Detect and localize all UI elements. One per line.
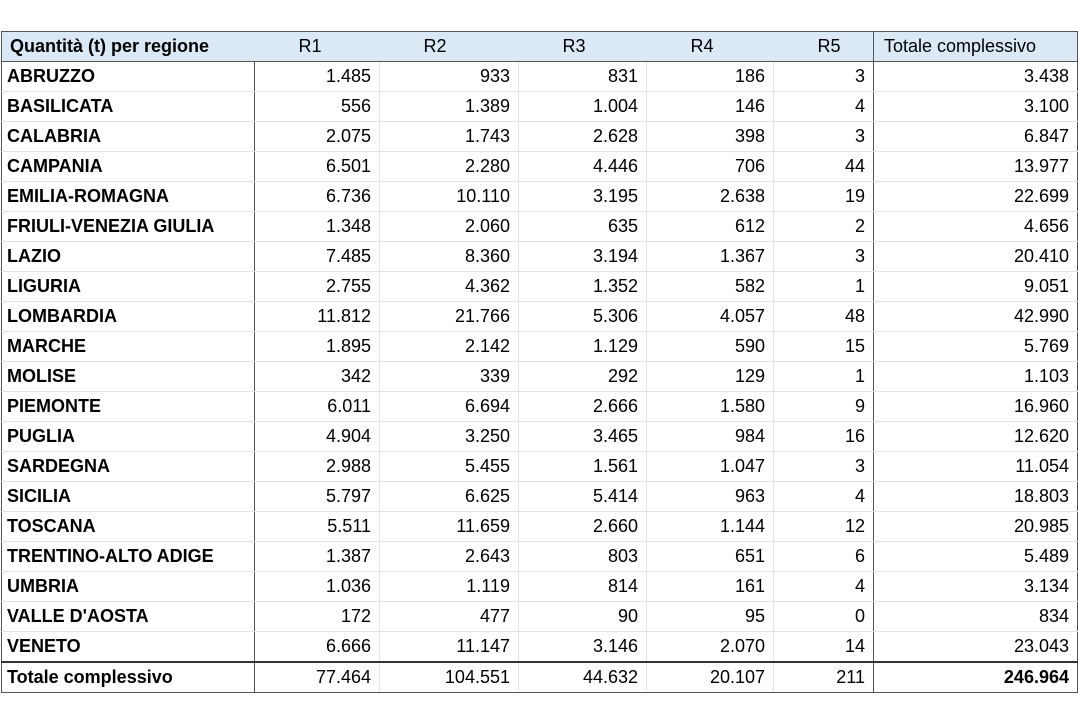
- cell-region: TRENTINO-ALTO ADIGE: [2, 542, 255, 572]
- cell-r1: 1.036: [255, 572, 380, 602]
- cell-region: CAMPANIA: [2, 152, 255, 182]
- cell-r4: 161: [647, 572, 774, 602]
- cell-region: PIEMONTE: [2, 392, 255, 422]
- table-row: [2, 242, 1078, 272]
- cell-r1: 1.348: [255, 212, 380, 242]
- cell-r4: 2.070: [647, 632, 774, 663]
- header-total: Totale complessivo: [874, 32, 1078, 62]
- cell-r3: 1.352: [519, 272, 647, 302]
- region-quantity-table: [1, 31, 1078, 693]
- cell-region: VENETO: [2, 632, 255, 663]
- cell-r1: 6.666: [255, 632, 380, 663]
- table-row: [2, 152, 1078, 182]
- table-row: [2, 632, 1078, 663]
- cell-r3: 3.195: [519, 182, 647, 212]
- cell-total: 18.803: [874, 482, 1078, 512]
- cell-r4: 651: [647, 542, 774, 572]
- cell-r1: 1.895: [255, 332, 380, 362]
- table-row: [2, 212, 1078, 242]
- cell-r2: 8.360: [380, 242, 519, 272]
- cell-region: MOLISE: [2, 362, 255, 392]
- cell-region: MARCHE: [2, 332, 255, 362]
- cell-r2: 5.455: [380, 452, 519, 482]
- header-r5: R5: [774, 32, 874, 62]
- cell-r4: 582: [647, 272, 774, 302]
- table-row: [2, 92, 1078, 122]
- cell-region: SARDEGNA: [2, 452, 255, 482]
- table-row: [2, 512, 1078, 542]
- cell-r1: 556: [255, 92, 380, 122]
- cell-r1: 7.485: [255, 242, 380, 272]
- cell-region: BASILICATA: [2, 92, 255, 122]
- cell-r2: 477: [380, 602, 519, 632]
- cell-r5: 3: [774, 242, 874, 272]
- table-row: [2, 602, 1078, 632]
- header-r2: R2: [380, 32, 519, 62]
- cell-region: SICILIA: [2, 482, 255, 512]
- cell-region: FRIULI-VENEZIA GIULIA: [2, 212, 255, 242]
- header-r1: R1: [255, 32, 380, 62]
- cell-r5: 14: [774, 632, 874, 663]
- cell-total: 20.985: [874, 512, 1078, 542]
- total-r2: 104.551: [380, 662, 519, 693]
- cell-r4: 984: [647, 422, 774, 452]
- table-row: [2, 542, 1078, 572]
- cell-r1: 2.755: [255, 272, 380, 302]
- cell-total: 11.054: [874, 452, 1078, 482]
- cell-r2: 1.743: [380, 122, 519, 152]
- cell-r5: 0: [774, 602, 874, 632]
- cell-total: 834: [874, 602, 1078, 632]
- cell-r2: 10.110: [380, 182, 519, 212]
- cell-total: 3.134: [874, 572, 1078, 602]
- cell-r5: 48: [774, 302, 874, 332]
- cell-r4: 612: [647, 212, 774, 242]
- cell-r4: 398: [647, 122, 774, 152]
- table-row: [2, 332, 1078, 362]
- cell-r4: 1.144: [647, 512, 774, 542]
- cell-total: 12.620: [874, 422, 1078, 452]
- table-row: [2, 182, 1078, 212]
- table-row: [2, 422, 1078, 452]
- cell-region: ABRUZZO: [2, 62, 255, 92]
- header-row: [2, 32, 1078, 62]
- cell-r3: 803: [519, 542, 647, 572]
- cell-total: 20.410: [874, 242, 1078, 272]
- table-row: [2, 62, 1078, 92]
- cell-region: LIGURIA: [2, 272, 255, 302]
- cell-r2: 3.250: [380, 422, 519, 452]
- cell-r5: 1: [774, 362, 874, 392]
- table-row: [2, 302, 1078, 332]
- cell-r4: 963: [647, 482, 774, 512]
- cell-r1: 1.387: [255, 542, 380, 572]
- cell-r5: 6: [774, 542, 874, 572]
- cell-total: 5.769: [874, 332, 1078, 362]
- cell-r3: 1.561: [519, 452, 647, 482]
- cell-r2: 6.694: [380, 392, 519, 422]
- cell-r5: 9: [774, 392, 874, 422]
- cell-r3: 5.414: [519, 482, 647, 512]
- cell-r4: 95: [647, 602, 774, 632]
- cell-total: 3.438: [874, 62, 1078, 92]
- cell-total: 22.699: [874, 182, 1078, 212]
- total-r4: 20.107: [647, 662, 774, 693]
- cell-region: PUGLIA: [2, 422, 255, 452]
- cell-r3: 2.666: [519, 392, 647, 422]
- cell-r3: 1.129: [519, 332, 647, 362]
- cell-r3: 3.465: [519, 422, 647, 452]
- cell-r5: 3: [774, 62, 874, 92]
- total-r5: 211: [774, 662, 874, 693]
- cell-r2: 11.659: [380, 512, 519, 542]
- cell-r1: 11.812: [255, 302, 380, 332]
- cell-r3: 1.004: [519, 92, 647, 122]
- cell-r3: 3.194: [519, 242, 647, 272]
- cell-total: 5.489: [874, 542, 1078, 572]
- cell-region: LOMBARDIA: [2, 302, 255, 332]
- table-row: [2, 572, 1078, 602]
- total-r1: 77.464: [255, 662, 380, 693]
- cell-r5: 3: [774, 452, 874, 482]
- cell-r2: 1.119: [380, 572, 519, 602]
- cell-r4: 146: [647, 92, 774, 122]
- cell-total: 16.960: [874, 392, 1078, 422]
- cell-r3: 831: [519, 62, 647, 92]
- cell-r3: 90: [519, 602, 647, 632]
- cell-r1: 5.511: [255, 512, 380, 542]
- cell-r3: 2.628: [519, 122, 647, 152]
- cell-r1: 342: [255, 362, 380, 392]
- cell-region: VALLE D'AOSTA: [2, 602, 255, 632]
- table-body: [2, 62, 1078, 663]
- header-region: Quantità (t) per regione: [2, 32, 255, 62]
- cell-region: EMILIA-ROMAGNA: [2, 182, 255, 212]
- cell-r1: 6.736: [255, 182, 380, 212]
- cell-r3: 2.660: [519, 512, 647, 542]
- cell-r2: 2.280: [380, 152, 519, 182]
- cell-region: CALABRIA: [2, 122, 255, 152]
- cell-r5: 16: [774, 422, 874, 452]
- cell-r3: 292: [519, 362, 647, 392]
- cell-r2: 1.389: [380, 92, 519, 122]
- cell-total: 4.656: [874, 212, 1078, 242]
- cell-r2: 2.142: [380, 332, 519, 362]
- cell-r4: 4.057: [647, 302, 774, 332]
- cell-r4: 2.638: [647, 182, 774, 212]
- cell-r4: 1.367: [647, 242, 774, 272]
- cell-r2: 339: [380, 362, 519, 392]
- cell-r3: 635: [519, 212, 647, 242]
- cell-r5: 15: [774, 332, 874, 362]
- cell-r1: 2.075: [255, 122, 380, 152]
- table-row: [2, 362, 1078, 392]
- cell-region: LAZIO: [2, 242, 255, 272]
- cell-r4: 1.047: [647, 452, 774, 482]
- cell-r2: 2.643: [380, 542, 519, 572]
- header-r4: R4: [647, 32, 774, 62]
- cell-total: 13.977: [874, 152, 1078, 182]
- cell-r3: 3.146: [519, 632, 647, 663]
- cell-r1: 6.501: [255, 152, 380, 182]
- cell-region: UMBRIA: [2, 572, 255, 602]
- cell-region: TOSCANA: [2, 512, 255, 542]
- header-r3: R3: [519, 32, 647, 62]
- cell-r5: 44: [774, 152, 874, 182]
- cell-r2: 11.147: [380, 632, 519, 663]
- cell-r2: 933: [380, 62, 519, 92]
- cell-r3: 814: [519, 572, 647, 602]
- cell-r3: 4.446: [519, 152, 647, 182]
- cell-r1: 2.988: [255, 452, 380, 482]
- total-row: [2, 662, 1078, 693]
- cell-r5: 19: [774, 182, 874, 212]
- data-table-container: [1, 31, 1077, 693]
- cell-total: 6.847: [874, 122, 1078, 152]
- cell-r2: 4.362: [380, 272, 519, 302]
- cell-r4: 1.580: [647, 392, 774, 422]
- cell-r1: 1.485: [255, 62, 380, 92]
- cell-total: 23.043: [874, 632, 1078, 663]
- table-row: [2, 452, 1078, 482]
- total-row-label: Totale complessivo: [2, 662, 255, 693]
- table-row: [2, 392, 1078, 422]
- cell-r4: 186: [647, 62, 774, 92]
- cell-r5: 12: [774, 512, 874, 542]
- cell-total: 3.100: [874, 92, 1078, 122]
- cell-r1: 5.797: [255, 482, 380, 512]
- cell-r2: 2.060: [380, 212, 519, 242]
- table-row: [2, 272, 1078, 302]
- cell-r1: 172: [255, 602, 380, 632]
- cell-r5: 1: [774, 272, 874, 302]
- cell-r2: 6.625: [380, 482, 519, 512]
- cell-r5: 4: [774, 572, 874, 602]
- cell-r3: 5.306: [519, 302, 647, 332]
- cell-total: 1.103: [874, 362, 1078, 392]
- total-r3: 44.632: [519, 662, 647, 693]
- cell-total: 9.051: [874, 272, 1078, 302]
- cell-r5: 4: [774, 92, 874, 122]
- cell-r5: 3: [774, 122, 874, 152]
- table-row: [2, 122, 1078, 152]
- cell-r5: 2: [774, 212, 874, 242]
- grand-total: 246.964: [874, 662, 1078, 693]
- table-row: [2, 482, 1078, 512]
- cell-r1: 6.011: [255, 392, 380, 422]
- cell-r4: 590: [647, 332, 774, 362]
- cell-r4: 129: [647, 362, 774, 392]
- cell-total: 42.990: [874, 302, 1078, 332]
- cell-r1: 4.904: [255, 422, 380, 452]
- cell-r5: 4: [774, 482, 874, 512]
- cell-r2: 21.766: [380, 302, 519, 332]
- cell-r4: 706: [647, 152, 774, 182]
